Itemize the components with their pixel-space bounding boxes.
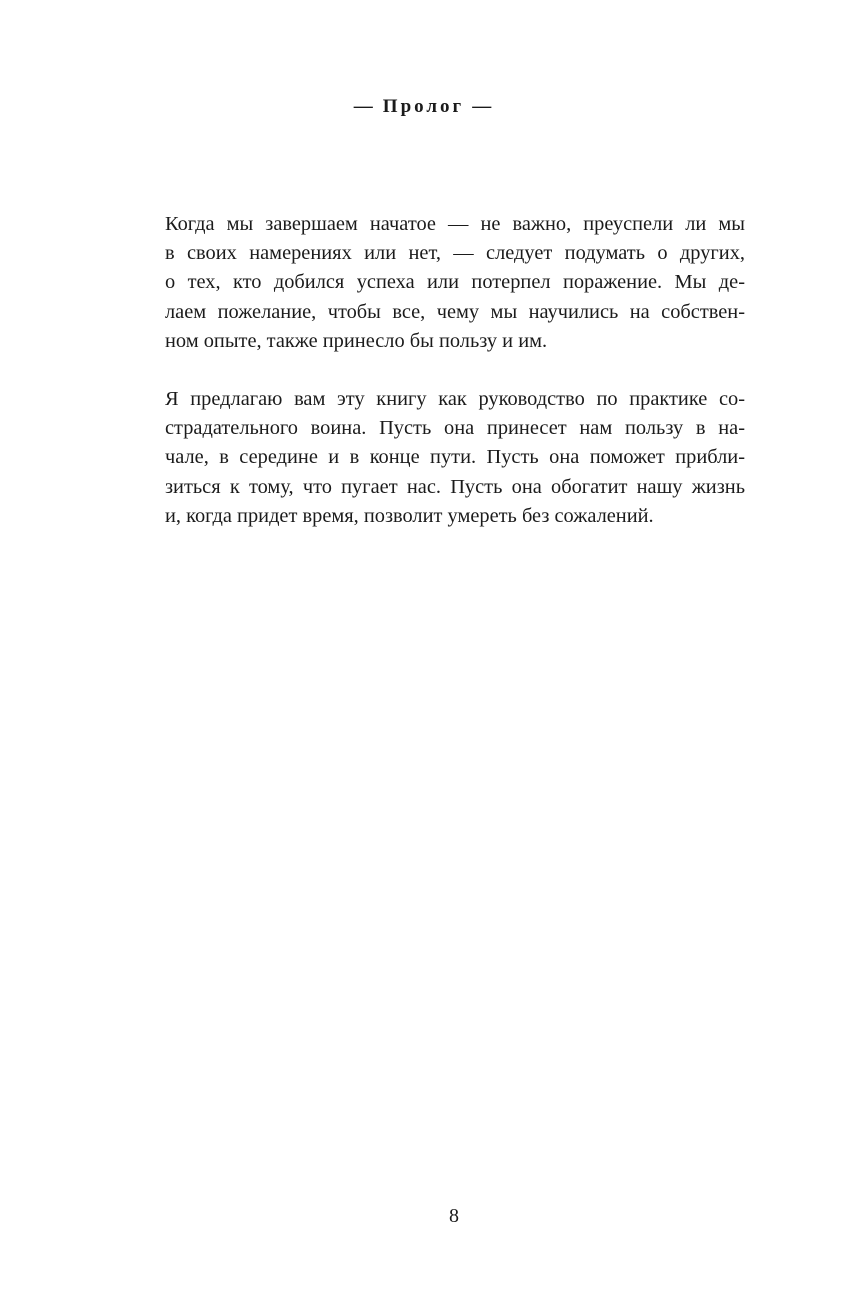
running-head-dash-right: —: [472, 96, 492, 117]
text-line: Я предлагаю вам эту книгу как руководство по практике со-: [165, 388, 745, 411]
text-line: зиться к тому, что пугает нас. Пусть она обогатит нашу жизнь: [165, 475, 745, 498]
text-line: страдательного воина. Пусть она принесет нам пользу в на-: [165, 417, 745, 440]
running-head: [0, 95, 845, 119]
paragraph-2: [165, 385, 745, 531]
paragraph-1: [165, 210, 745, 356]
text-line: Когда мы завершаем начатое — не важно, преуспели ли мы: [165, 213, 745, 235]
text-line: о тех, кто добился успеха или потерпел поражение. Мы де-: [165, 271, 745, 294]
text-line: в своих намерениях или нет, — следует подумать о других,: [165, 242, 745, 265]
text-line: ном опыте, также принесло бы пользу и им.: [165, 329, 548, 352]
text-line: лаем пожелание, чтобы все, чему мы научились на собствен-: [165, 300, 745, 323]
chapter-title: Пролог: [382, 96, 465, 117]
paragraph-gap: [165, 356, 745, 385]
text-line: и, когда придет время, позволит умереть без сожалений.: [165, 504, 654, 527]
text-line: чале, в середине и в конце пути. Пусть она поможет прибли-: [165, 446, 745, 469]
body-text: [165, 210, 745, 531]
page-number: 8: [449, 1205, 459, 1227]
running-head-dash-left: —: [353, 96, 373, 117]
